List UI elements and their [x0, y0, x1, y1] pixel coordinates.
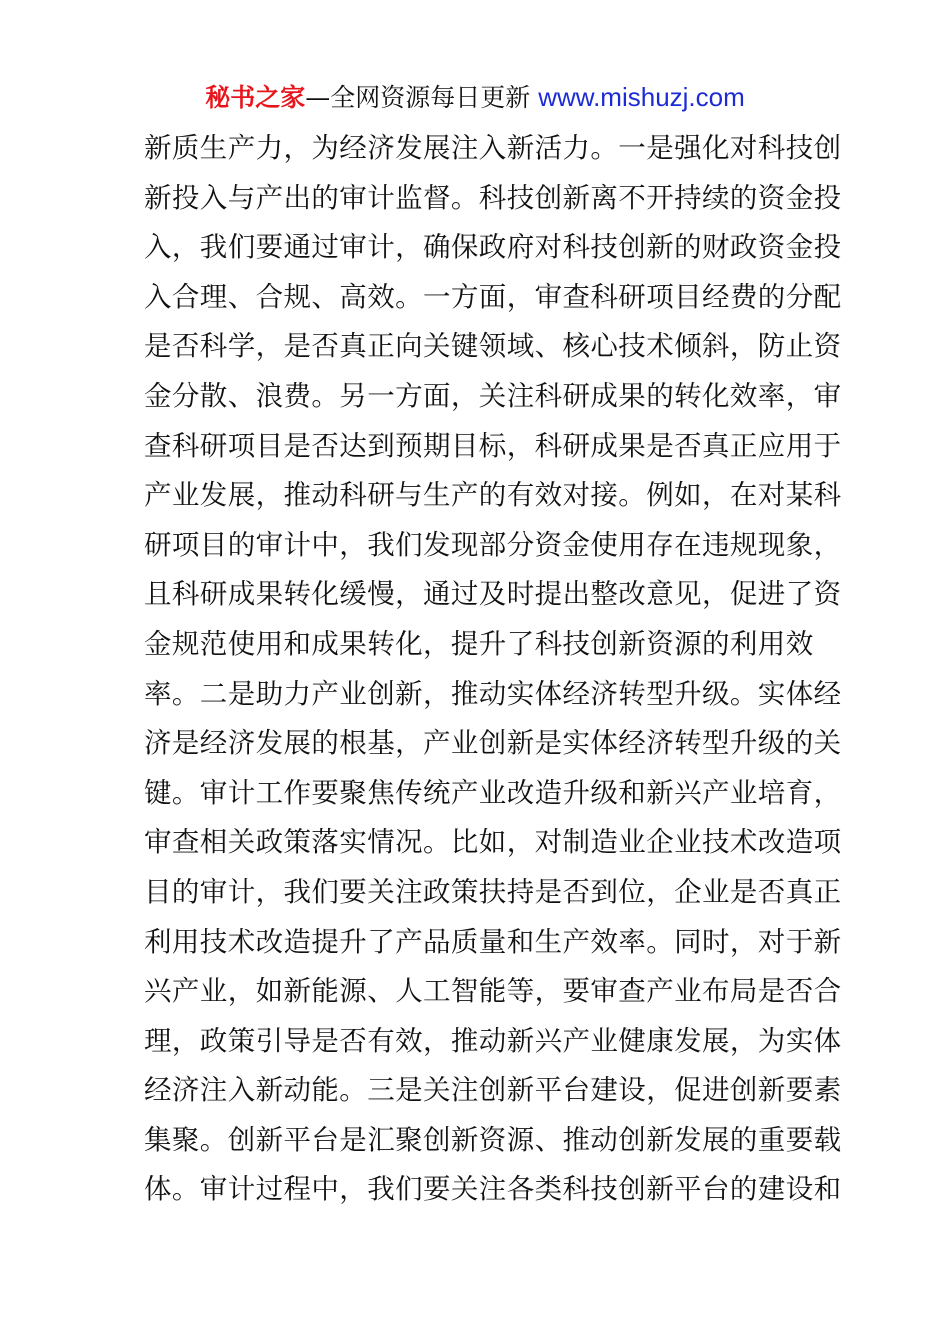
- text-line: 体。审计过程中，我们要关注各类科技创新平台的建设和: [144, 1173, 842, 1206]
- text-line: 理，政策引导是否有效，推动新兴产业健康发展，为实体: [144, 1024, 842, 1057]
- text-line: 入，我们要通过审计，确保政府对科技创新的财政资金投: [144, 231, 842, 264]
- text-line: 入合理、合规、高效。一方面，审查科研项目经费的分配: [144, 280, 842, 313]
- text-line: 率。二是助力产业创新，推动实体经济转型升级。实体经: [144, 677, 842, 710]
- text-line: 经济注入新动能。三是关注创新平台建设，促进创新要素: [144, 1074, 842, 1107]
- text-line: 产业发展，推动科研与生产的有效对接。例如，在对某科: [144, 479, 842, 512]
- page-header: [0, 80, 950, 115]
- website-url: www.mishuzj.com: [538, 82, 745, 112]
- text-line: 兴产业，如新能源、人工智能等，要审查产业布局是否合: [144, 975, 842, 1008]
- text-line: 且科研成果转化缓慢，通过及时提出整改意见，促进了资: [144, 578, 842, 611]
- text-line: 新投入与产出的审计监督。科技创新离不开持续的资金投: [144, 181, 842, 214]
- text-line: 键。审计工作要聚焦传统产业改造升级和新兴产业培育，: [144, 776, 842, 809]
- text-line: 是否科学，是否真正向关键领域、核心技术倾斜，防止资: [144, 330, 842, 363]
- text-line: 济是经济发展的根基，产业创新是实体经济转型升级的关: [144, 727, 842, 760]
- text-line: 利用技术改造提升了产品质量和生产效率。同时，对于新: [144, 925, 842, 958]
- text-line: 金规范使用和成果转化，提升了科技创新资源的利用效: [144, 627, 814, 660]
- brand-name: 秘书之家: [205, 83, 306, 112]
- text-line: 查科研项目是否达到预期目标，科研成果是否真正应用于: [144, 429, 842, 462]
- text-line: 集聚。创新平台是汇聚创新资源、推动创新发展的重要载: [144, 1123, 842, 1156]
- text-line: 新质生产力，为经济发展注入新活力。一是强化对科技创: [144, 132, 842, 164]
- document-body: [144, 124, 844, 1215]
- text-line: 金分散、浪费。另一方面，关注科研成果的转化效率，审: [144, 379, 842, 412]
- text-line: 研项目的审计中，我们发现部分资金使用存在违规现象，: [144, 528, 842, 561]
- text-line: 目的审计，我们要关注政策扶持是否到位，企业是否真正: [144, 875, 842, 908]
- text-line: 审查相关政策落实情况。比如，对制造业企业技术改造项: [144, 826, 842, 859]
- header-tagline: —全网资源每日更新: [305, 83, 539, 112]
